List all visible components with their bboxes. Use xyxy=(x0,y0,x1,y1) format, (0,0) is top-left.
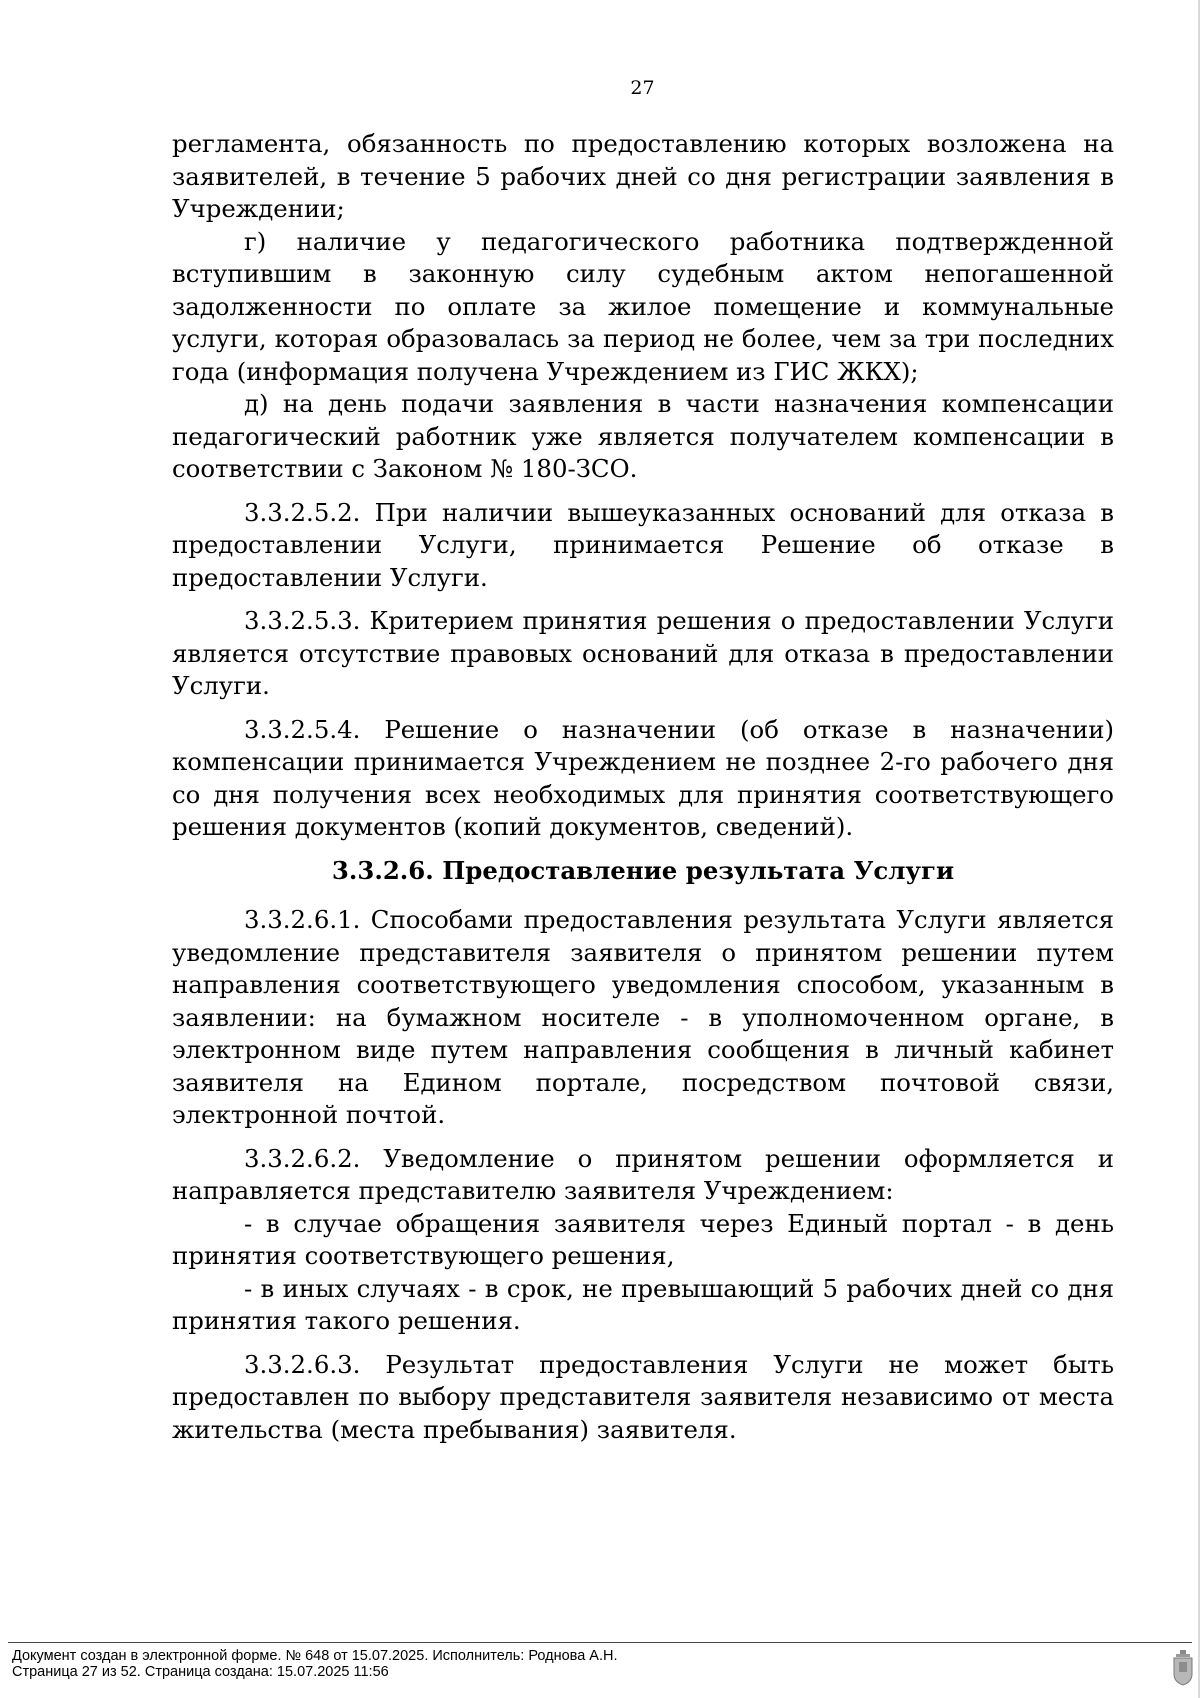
coat-of-arms-icon xyxy=(1172,1650,1194,1686)
paragraph-continuation: регламента, обязанность по предоставлению которых возложена на заявителей, в течение 5 рабочих дней со дня регистрации заявления в Учреждении; xyxy=(172,129,1114,223)
footer-divider xyxy=(8,1642,1192,1643)
footer-line-1: Документ создан в электронной форме. № 648 от 15.07.2025. Исполнитель: Роднова А.Н. xyxy=(12,1648,618,1664)
list-item-g: г) наличие у педагогического работника подтвержденной вступившим в законную силу судебным актом непогашенной задолженности по оплате за жилое помещение и коммунальные услуги, которая образовалась за период не более, чем за три последних года (информация получена Учреждением из ГИС ЖКХ); xyxy=(172,226,1114,386)
section-heading-3-3-2-6: 3.3.2.6. Предоставление результата Услуги xyxy=(331,855,955,885)
clause-3-3-2-5-4: 3.3.2.5.4. Решение о назначении (об отказе в назначении) компенсации принимается Учреждением не позднее 2-го рабочего дня со дня получения всех необходимых для принятия соответствующего решения документов (копий документов, сведений). xyxy=(172,714,1114,841)
clause-3-3-2-6-3: 3.3.2.6.3. Результат предоставления Услуги не может быть предоставлен по выбору представителя заявителя независимо от места жительства (места пребывания) заявителя. xyxy=(172,1349,1114,1444)
page-number: 27 xyxy=(630,77,655,99)
bullet-item-portal: - в случае обращения заявителя через Единый портал - в день принятия соответствующего решения, xyxy=(172,1208,1114,1270)
document-body xyxy=(172,128,1114,1446)
footer-line-2: Страница 27 из 52. Страница создана: 15.07.2025 11:56 xyxy=(12,1664,389,1680)
clause-3-3-2-6-1: 3.3.2.6.1. Способами предоставления результата Услуги является уведомление представителя заявителя о принятом решении путем направления соответствующего уведомления способом, указанным в заявлении: на бумажном носителе - в уполномоченном органе, в электронном виде путем направления сообщения в личный кабинет заявителя на Едином портале, посредством почтовой связи, электронной почтой. xyxy=(172,905,1114,1129)
clause-3-3-2-5-3: 3.3.2.5.3. Критерием принятия решения о предоставлении Услуги является отсутствие правовых оснований для отказа в предоставлении Услуги. xyxy=(172,606,1114,700)
clause-3-3-2-6-2: 3.3.2.6.2. Уведомление о принятом решении оформляется и направляется представителю заявителя Учреждением: xyxy=(172,1143,1114,1205)
list-item-d: д) на день подачи заявления в части назначения компенсации педагогический работник уже является получателем компенсации в соответствии с Законом № 180-ЗСО. xyxy=(172,389,1114,483)
bullet-item-other-cases: - в иных случаях - в срок, не превышающий 5 рабочих дней со дня принятия такого решения. xyxy=(172,1273,1114,1335)
clause-3-3-2-5-2: 3.3.2.5.2. При наличии вышеуказанных оснований для отказа в предоставлении Услуги, принимается Решение об отказе в предоставлении Услуги. xyxy=(172,497,1114,592)
document-footer xyxy=(12,1648,618,1680)
